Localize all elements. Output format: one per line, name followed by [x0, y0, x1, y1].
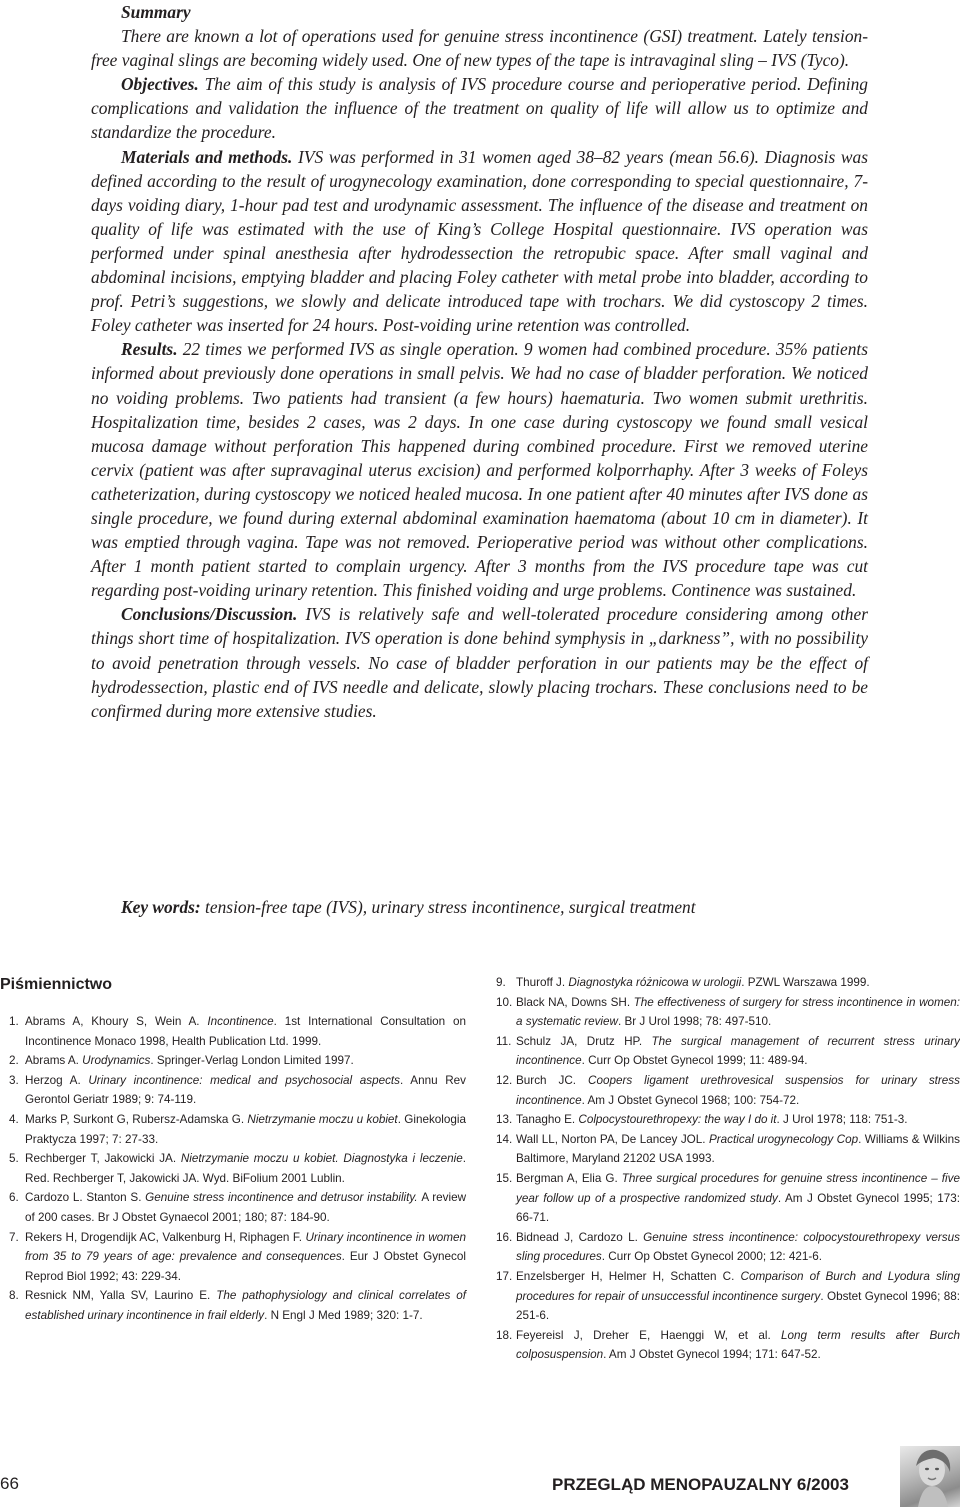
reference-item [9, 1051, 466, 1071]
reference-title: Incontinence [207, 1015, 274, 1028]
reference-item [496, 1032, 960, 1071]
reference-item [9, 1110, 466, 1149]
references-title: Piśmiennictwo [0, 976, 113, 993]
reference-number: 14. [496, 1132, 513, 1146]
reference-authors: Schulz JA, Drutz HP. [516, 1034, 652, 1048]
reference-title: Colpocystourethropexy: the way I do it [578, 1113, 777, 1127]
reference-source: . Am J Obstet Gynecol 1995; 173: 66-71. [516, 1191, 960, 1225]
reference-title: The effectiveness of surgery for stress incontinence in women: a systematic review [516, 995, 960, 1029]
reference-item [9, 1228, 466, 1287]
summary-objectives: Objectives. The aim of this study is analysis of IVS procedure course and perioperative period. Defining complications and validation the influence of the treatment on quality of life will allow us to optimize and standardize the procedure. [91, 74, 868, 143]
reference-title: The pathophysiology and clinical correlates of established urinary incontinence in frail elderly [25, 1289, 467, 1322]
reference-source: . Annu Rev Gerontol Geriatr 1989; 9: 74-119. [25, 1073, 466, 1107]
reference-title: The surgical management of recurrent stress urinary incontinence [516, 1034, 960, 1068]
summary-intro: There are known a lot of operations used for genuine stress incontinence (GSI) treatment. Lately tension-free vaginal slings are becoming widely used. One of new types of the tape is intravaginal sling – IVS (Tyco). [91, 26, 868, 71]
keywords-text: tension-free tape (IVS), urinary stress incontinence, surgical treatment [200, 897, 696, 917]
reference-title: Practical urogynecology Cop [708, 1132, 859, 1146]
results-label: Results. [121, 339, 178, 360]
reference-authors: Rekers H, Drogendijk AC, Valkenburg H, Riphagen F. [25, 1230, 306, 1244]
references-right-column [496, 973, 960, 1365]
summary-results: Results. 22 times we performed IVS as single operation. 9 women had combined procedure. 35% patients informed about previously done operations in small pelvis. We had no case of bladder perforation. We noticed no voiding problems. Two patients had transient (a few hours) haematuria. Two women submit urethritis. Hospitalization time, besides 2 cases, was 2 days. In one case during cystoscopy we found small vesical mucosa damage without perforation This happened during combined procedure. First we removed uterine cervix (patient was after supravaginal uterus excision) and performed kolporrhaphy. After 3 weeks of Foleys catheterization, during cystoscopy we noticed healed mucosa. In one patient after 40 minutes after IVS done as single procedure, we found during external abdominal examination haematoma (about 10 cm in diameter). It was emptied through vagina. Tape was not removed. Perioperative period was without other complications. After 1 month patient started to complain urgency. After 3 months from the IVS procedure tape was cut regarding post-voiding urinary retention. This finished voiding and urge problems. Continence was sustained. [91, 339, 868, 601]
reference-authors: Wall LL, Norton PA, De Lancey JOL. [516, 1132, 709, 1146]
reference-authors: Herzog A. [25, 1073, 89, 1087]
reference-number: 17. [496, 1269, 513, 1283]
objectives-label: Objectives. [121, 74, 199, 95]
reference-authors: Black NA, Downs SH. [516, 995, 634, 1009]
reference-source: . Am J Obstet Gynecol 1994; 171: 647-52. [603, 1348, 821, 1362]
reference-source: . Obstet Gynecol 1996; 88: 251-6. [516, 1289, 960, 1323]
reference-authors: Bergman A, Elia G. [516, 1171, 622, 1185]
reference-authors: Cardozo L. Stanton S. [25, 1191, 146, 1205]
reference-number: 13. [496, 1113, 513, 1127]
reference-item [9, 1149, 466, 1188]
reference-authors: Abrams A. [25, 1054, 83, 1068]
reference-authors: Tanagho E. [516, 1113, 579, 1127]
summary-section [91, 0, 868, 723]
reference-number: 5. [9, 1152, 19, 1166]
reference-item [496, 1267, 960, 1326]
reference-item [9, 1071, 466, 1110]
reference-number: 16. [496, 1230, 513, 1244]
reference-number: 9. [496, 976, 506, 989]
reference-source: . Williams & Wilkins Baltimore, Maryland 21202 USA 1993. [516, 1132, 960, 1166]
reference-source: . Ginekologia Praktycza 1997; 7: 27-33. [25, 1112, 466, 1146]
reference-number: 4. [9, 1112, 19, 1126]
reference-source: . Curr Op Obstet Gynecol 1999; 11: 489-94. [581, 1054, 808, 1068]
reference-number: 8. [9, 1289, 19, 1303]
reference-authors: Burch JC. [516, 1073, 589, 1087]
references-left-column [9, 1012, 466, 1326]
reference-title: Nietrzymanie moczu u kobiet [247, 1112, 398, 1126]
reference-authors: Bidnead J, Cardozo L. [516, 1230, 644, 1244]
reference-number: 15. [496, 1171, 513, 1185]
reference-number: 7. [9, 1230, 19, 1244]
reference-item [496, 973, 960, 993]
reference-source: . J Urol 1978; 118: 751-3. [776, 1113, 908, 1127]
summary-heading: Summary [121, 2, 191, 22]
reference-source: . Am J Obstet Gynecol 1968; 100: 754-72. [581, 1093, 800, 1107]
reference-source: . N Engl J Med 1989; 320: 1-7. [264, 1308, 423, 1322]
reference-title: Urinary incontinence: medical and psychosocial aspects [88, 1073, 401, 1087]
reference-item [9, 1286, 466, 1325]
keywords [121, 897, 696, 918]
reference-number: 10. [496, 995, 513, 1009]
keywords-label: Key words: [121, 897, 201, 917]
reference-authors: Feyereisl J, Dreher E, Haenggi W, et al. [516, 1328, 782, 1342]
conclusions-label: Conclusions/Discussion. [121, 604, 298, 625]
methods-label: Materials and methods. [121, 146, 293, 167]
reference-authors: Abrams A, Khoury S, Wein A. [25, 1015, 208, 1028]
reference-item [496, 1169, 960, 1228]
reference-number: 3. [9, 1073, 19, 1087]
reference-number: 18. [496, 1328, 513, 1342]
reference-item [496, 1130, 960, 1169]
reference-number: 12. [496, 1073, 513, 1087]
reference-source: . 1st International Consultation on Incontinence Monaco 1998, Health Publication Ltd. 1999. [25, 1015, 466, 1048]
reference-authors: Thuroff J. [516, 976, 569, 989]
reference-item [496, 1228, 960, 1267]
reference-authors: Rechberger T, Jakowicki JA. [25, 1152, 181, 1166]
reference-item [496, 1110, 960, 1130]
reference-title: Urinary incontinence in women from 35 to 79 years of age: prevalence and consequences [25, 1230, 467, 1264]
reference-title: Long term results after Burch colposuspension [516, 1328, 960, 1362]
reference-number: 11. [496, 1034, 512, 1048]
reference-title: Comparison of Burch and Lyodura sling procedures for repair of unsuccessful incontinence surgery [516, 1269, 960, 1303]
reference-source: . Springer-Verlag London Limited 1997. [150, 1054, 354, 1068]
reference-title: Nietrzymanie moczu u kobiet. Diagnostyka i leczenie [180, 1152, 463, 1166]
reference-source: . Br J Urol 1998; 78: 497-510. [617, 1015, 772, 1029]
journal-title: PRZEGLĄD MENOPAUZALNY 6/2003 [552, 1475, 849, 1494]
summary-conclusions: Conclusions/Discussion. IVS is relatively safe and well-tolerated procedure considering among other things short time of hospitalization. IVS operation is done behind symphysis in „darkness”, with no possibility to avoid penetration through vessels. No case of bladder perforation in our patients may be the effect of hydrodessection, plastic end of IVS needle and delicate, slowly placing trochars. These conclusions need to be confirmed during more extensive studies. [91, 604, 868, 721]
reference-title: Genuine stress incontinence and detrusor instability. [145, 1191, 422, 1205]
reference-item [9, 1012, 466, 1051]
reference-source: . Red. Rechberger T, Jakowicki JA. Wyd. BiFolium 2001 Lublin. [25, 1152, 466, 1185]
page-number: 66 [0, 1474, 19, 1493]
reference-number: 2. [9, 1054, 19, 1068]
reference-authors: Resnick NM, Yalla SV, Laurino E. [25, 1289, 217, 1303]
reference-item [496, 993, 960, 1032]
reference-title: Diagnostyka różnicowa w urologii [568, 976, 742, 989]
reference-source: A review of 200 cases. Br J Obstet Gynaecol 2001; 180; 87: 184-90. [25, 1191, 467, 1224]
summary-methods: Materials and methods. IVS was performed in 31 women aged 38–82 years (mean 56.6). Diagnosis was defined according to the result of urogynecology examination, done corresponding to special questionnaire, 7-days voiding diary, 1-hour pad test and urodynamic assessment. The influence of the disease and treatment on quality of life was estimated with the use of King’s College Hospital questionnaire. IVS operation was performed under spinal anesthesia after hydrodessection the retropubic space. After small vaginal and abdominal incisions, emptying bladder and placing Foley catheter with metal probe into bladder, according to prof. Petri’s suggestions, we slowly and delicate introduced tape with trochars. We did cystoscopy 2 times. Foley catheter was inserted for 24 hours. Post-voiding urine retention was controlled. [91, 146, 868, 336]
reference-number: 6. [9, 1191, 19, 1205]
reference-title: Genuine stress incontinence: colpocystourethropexy versus sling procedures [516, 1230, 960, 1264]
reference-source: . Curr Op Obstet Gynecol 2000; 12: 421-6. [601, 1250, 822, 1264]
reference-item [496, 1071, 960, 1110]
reference-number: 1. [9, 1015, 19, 1028]
reference-title: Coopers ligament urethrovesical suspensios for urinary stress incontinence [516, 1073, 960, 1107]
reference-item [496, 1326, 960, 1365]
reference-authors: Marks P, Surkont G, Rubersz-Adamska G. [25, 1112, 248, 1126]
reference-authors: Enzelsberger H, Helmer H, Schatten C. [516, 1269, 741, 1283]
reference-title: Three surgical procedures for genuine stress incontinence – five year follow up of a prospective randomized study [516, 1171, 960, 1205]
reference-item [9, 1188, 466, 1227]
portrait-illustration [900, 1446, 960, 1507]
portrait-photo [900, 1446, 960, 1507]
reference-source: . Eur J Obstet Gynecol Reprod Biol 1992; 43: 229-34. [25, 1250, 466, 1283]
reference-source: . PZWL Warszawa 1999. [741, 976, 870, 989]
reference-title: Urodynamics [82, 1054, 151, 1068]
